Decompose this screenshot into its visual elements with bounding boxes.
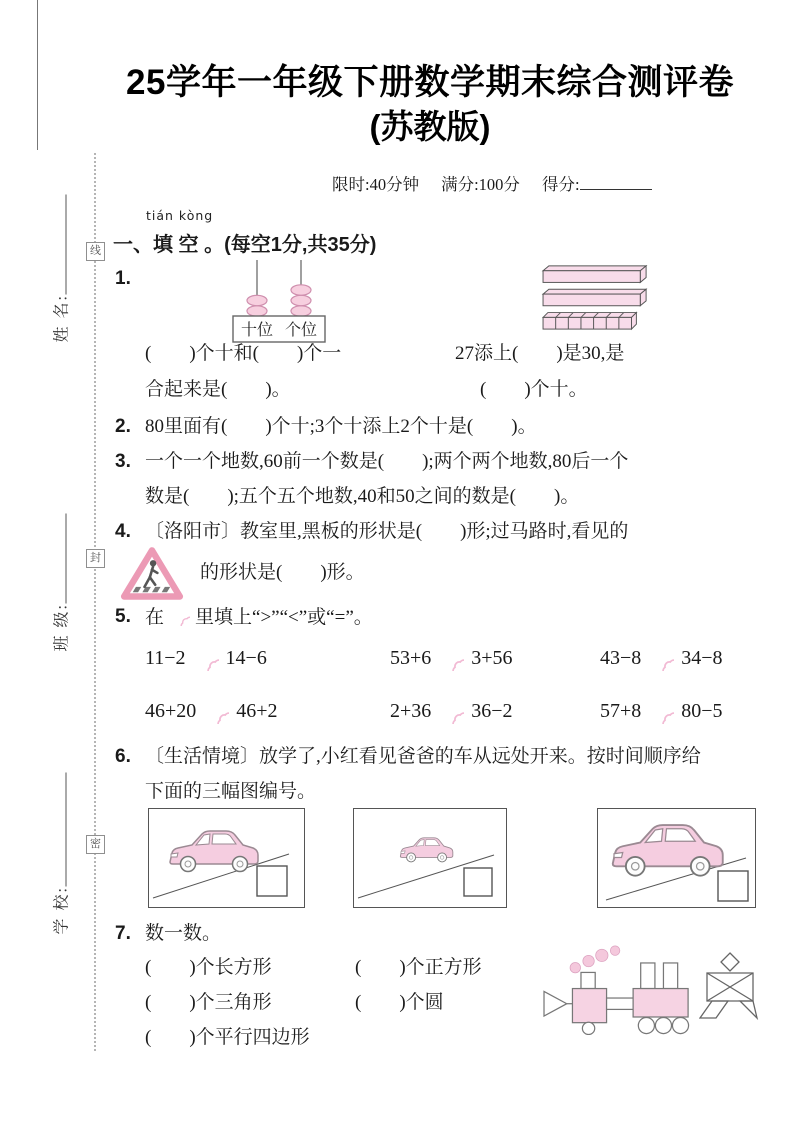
class-field — [49, 484, 72, 652]
full-score: 满分:100分 — [441, 175, 520, 194]
flower-blank-icon — [203, 698, 229, 724]
student-name-field — [49, 165, 72, 343]
page-title: 25学年一年级下册数学期末综合测评卷 — [126, 63, 734, 102]
exam-info-bar — [332, 171, 652, 195]
tangram-head-diamond — [721, 953, 739, 971]
comparison-4 — [145, 698, 278, 724]
score-label: 得分: — [541, 175, 580, 194]
expression-left: 2+36 — [390, 699, 432, 722]
q1-left-line1: ( )个十和( )个一 — [145, 343, 342, 364]
expression-left: 11−2 — [145, 646, 186, 669]
school-field — [49, 743, 72, 935]
q6-line2: 下面的三幅图编号。 — [145, 781, 317, 802]
pinyin-annotation: tián kòng — [146, 208, 214, 223]
seal-char: 封 — [90, 552, 101, 564]
smoke-circles — [570, 946, 620, 973]
q5-prompt-before: 在 — [145, 607, 165, 628]
q1-left-line2: 合起来是( )。 — [145, 379, 291, 400]
car-picture-frame-3 — [597, 808, 756, 908]
score-field — [542, 171, 652, 195]
school-blank-line — [53, 772, 67, 886]
comparison-3 — [600, 645, 723, 671]
q7-item-triangles: ( )个三角形 — [145, 992, 272, 1013]
q7-item-parallelograms: ( )个平行四边形 — [145, 1027, 310, 1048]
q3-number: 3. — [115, 451, 131, 472]
q3-line2: 数是( );五个五个地数,40和50之间的数是( )。 — [145, 486, 580, 507]
q2-number: 2. — [115, 416, 131, 437]
car-large-figure — [598, 809, 753, 905]
q5-number: 5. — [115, 606, 131, 627]
train-nose-triangle — [544, 991, 567, 1016]
answer-square — [257, 866, 287, 896]
crop-mark — [37, 0, 38, 150]
q6-line1: 〔生活情境〕放学了,小红看见爸爸的车从远处开来。按时间顺序给 — [145, 746, 701, 767]
q2-text: 80里面有( )个十;3个十添上2个十是( )。 — [145, 416, 537, 437]
q5-prompt — [145, 602, 373, 629]
q4-number: 4. — [115, 521, 131, 542]
flower-blank-icon — [193, 645, 219, 671]
q4-line1: 〔洛阳市〕教室里,黑板的形状是( )形;过马路时,看见的 — [145, 521, 629, 542]
flower-blank-icon — [648, 698, 674, 724]
flower-blank-icon — [648, 645, 674, 671]
car-picture-frame-1 — [148, 808, 305, 908]
flower-blank-icon — [438, 645, 464, 671]
comparison-6 — [600, 698, 723, 724]
expression-right: 34−8 — [681, 646, 723, 669]
comparison-5 — [390, 698, 513, 724]
q1-number: 1. — [115, 268, 131, 289]
class-label: 班 级: — [53, 603, 71, 652]
comparison-1 — [145, 645, 267, 671]
coupler-rectangle — [607, 998, 634, 1009]
score-blank-line — [580, 173, 652, 190]
tangram-figure — [699, 952, 761, 1022]
answer-square — [464, 868, 492, 896]
abacus-figure — [231, 260, 327, 344]
expression-left: 57+8 — [600, 699, 642, 722]
car-picture-frame-2 — [353, 808, 507, 908]
seal-char: 线 — [90, 245, 101, 257]
q3-line1: 一个一个地数,60前一个数是( );两个两个地数,80后一个 — [145, 451, 629, 472]
section-one-heading: 一、填 空 。(每空1分,共35分) — [113, 234, 377, 256]
tens-place-label: 十位 — [240, 322, 274, 339]
expression-left: 43−8 — [600, 646, 642, 669]
q7-item-circles: ( )个圆 — [355, 992, 444, 1013]
stack-rectangle — [663, 963, 677, 989]
page-subtitle: (苏教版) — [369, 108, 491, 145]
q7-number: 7. — [115, 923, 131, 944]
shape-train-figure — [541, 944, 693, 1035]
car-small-figure — [354, 809, 504, 905]
chimney-square — [581, 972, 595, 988]
ones-place-label: 个位 — [284, 322, 318, 339]
name-blank-line — [53, 194, 67, 294]
pedestrian-crossing-sign-icon — [117, 544, 187, 604]
wagon-rectangle — [633, 989, 688, 1017]
ten-rod — [543, 266, 646, 283]
flower-blank-icon — [169, 605, 190, 626]
name-label: 姓 名: — [53, 294, 71, 343]
expression-right: 14−6 — [225, 646, 267, 669]
expression-left: 53+6 — [390, 646, 432, 669]
expression-right: 46+2 — [236, 699, 278, 722]
q4-line2: 的形状是( )形。 — [200, 562, 365, 583]
expression-right: 3+56 — [471, 646, 513, 669]
q1-right-line1: 27添上( )是30,是 — [455, 343, 625, 364]
q7-item-rectangles: ( )个长方形 — [145, 957, 272, 978]
engine-square — [572, 989, 606, 1023]
tangram-right-leg — [740, 1001, 757, 1018]
school-label: 学 校: — [53, 886, 71, 935]
seal-char: 密 — [90, 838, 101, 850]
answer-square — [718, 871, 748, 901]
seal-fold-line — [94, 153, 96, 1051]
q7-item-squares: ( )个正方形 — [355, 957, 482, 978]
unit-cubes-row — [543, 313, 636, 330]
expression-right: 80−5 — [681, 699, 723, 722]
tangram-left-leg — [700, 1001, 728, 1018]
flower-blank-icon — [438, 698, 464, 724]
ten-rod — [543, 289, 646, 306]
time-limit: 限时:40分钟 — [332, 175, 420, 194]
q1-right-line2: ( )个十。 — [480, 379, 588, 400]
q6-number: 6. — [115, 746, 131, 767]
q5-prompt-after: 里填上“>”“<”或“=”。 — [195, 607, 373, 628]
class-blank-line — [53, 513, 67, 603]
seal-char-box — [86, 242, 105, 261]
comparison-2 — [390, 645, 513, 671]
expression-left: 46+20 — [145, 699, 197, 722]
seal-char-box — [86, 549, 105, 568]
seal-char-box — [86, 835, 105, 854]
expression-right: 36−2 — [471, 699, 513, 722]
stack-rectangle — [641, 963, 655, 989]
q7-prompt: 数一数。 — [145, 923, 222, 944]
car-medium-figure — [149, 809, 302, 905]
base-ten-blocks-figure — [541, 262, 653, 332]
